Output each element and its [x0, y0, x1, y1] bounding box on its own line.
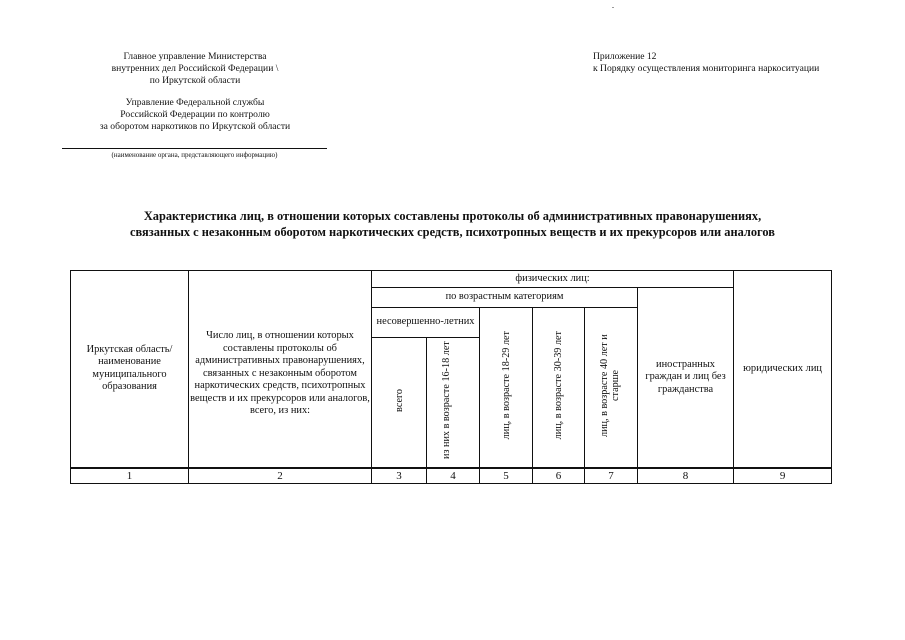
org-caption: (наименование органа, представляющего информацию): [111, 151, 278, 159]
org-line: внутренних дел Российской Федерации \: [111, 63, 279, 74]
header-age-30-39-cell: [533, 308, 585, 468]
header-region: Иркутская область/ наименование муниципального образования: [71, 271, 189, 468]
header-by-age: по возрастным категориям: [372, 288, 638, 308]
column-number: 9: [734, 468, 832, 484]
header-age-40-cell: [585, 308, 638, 468]
appendix-description: к Порядку осуществления мониторинга наркоситуации: [593, 63, 820, 74]
org-line: Управление Федеральной службы: [125, 97, 265, 108]
column-number: 7: [585, 468, 638, 484]
header-age-16-18-cell: [427, 338, 480, 468]
column-number: 6: [533, 468, 585, 484]
column-number: 8: [638, 468, 734, 484]
header-age-40: лиц, в возрасте 40 лет и старше: [599, 333, 621, 437]
header-minors: несовершенно-летних: [372, 308, 480, 338]
column-number: 2: [189, 468, 372, 484]
header-foreigners: иностранных граждан и лиц без гражданства: [638, 288, 734, 468]
header-physical-persons: физических лиц:: [372, 271, 734, 288]
column-number: 3: [372, 468, 427, 484]
org-line: за оборотом наркотиков по Иркутской области: [99, 121, 291, 132]
header-legal-entities: юридических лиц: [734, 271, 832, 468]
title-line: Характеристика лиц, в отношении которых составлены протоколы об административных правонарушениях,: [143, 209, 762, 223]
appendix-reference: [593, 51, 819, 75]
org-line: Российской Федерации по контролю: [120, 109, 270, 120]
column-number: 1: [71, 468, 189, 484]
signature-rule: [62, 148, 327, 149]
document-title: [40, 208, 865, 240]
header-age-16-18: из них в возрасте 16-18 лет: [441, 341, 452, 459]
org-line: Главное управление Министерства: [123, 51, 267, 62]
scan-speck: [612, 7, 614, 8]
header-persons-count: Число лиц, в отношении которых составлены протоколы об административных правонарушениях, связанных с незаконным оборотом наркотических средств, психотропных веществ и их прекурсоров или аналогов, всего, из них:: [189, 271, 372, 468]
header-age-18-29-cell: [480, 308, 533, 468]
column-number: 4: [427, 468, 480, 484]
column-number: 5: [480, 468, 533, 484]
header-minors-total-cell: [372, 338, 427, 468]
title-line: связанных с незаконным оборотом наркотических средств, психотропных веществ и их прекурсоров или аналогов: [130, 225, 775, 239]
org-line: по Иркутской области: [149, 75, 241, 86]
appendix-number: Приложение 12: [593, 51, 657, 62]
header-minors-total: всего: [393, 388, 405, 412]
statistics-table: [70, 270, 832, 484]
column-numbers-row: [71, 468, 832, 484]
header-age-18-29: лиц, в возрасте 18-29 лет: [500, 330, 512, 440]
header-age-30-39: лиц, в возрасте 30-39 лет: [553, 330, 564, 440]
reporting-organization: [60, 51, 330, 133]
